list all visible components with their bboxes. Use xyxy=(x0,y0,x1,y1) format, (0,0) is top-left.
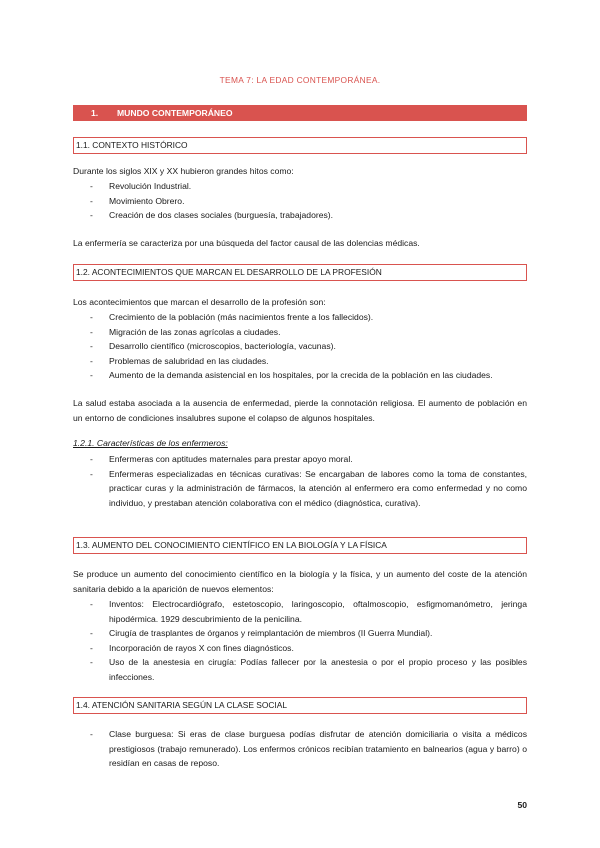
list-item xyxy=(73,354,527,369)
list-item xyxy=(73,325,527,340)
list-item xyxy=(73,626,527,641)
main-section-label: MUNDO CONTEMPORÁNEO xyxy=(117,108,233,118)
section-1-4-list xyxy=(73,727,527,771)
list-item-text: Uso de la anestesia en cirugía: Podías fallecer por la anestesia o por el propio proceso y las posibles infecciones. xyxy=(109,657,527,682)
dash-bullet: - xyxy=(90,326,93,337)
section-1-1-intro: Durante los siglos XIX y XX hubieron grandes hitos como: xyxy=(73,166,294,176)
list-item-text: Enfermeras especializadas en técnicas curativas: Se encargaban de labores como la toma de constantes, practicar curas y la administración de fármacos, la atención al enfermero era como enfermedad y no como individuo, y prestaban atención colaborativa con el médico (diagnóstica, curativa). xyxy=(109,468,527,508)
main-section-number: 1. xyxy=(91,108,99,118)
list-item-text: Crecimiento de la población (más nacimientos frente a los fallecidos). xyxy=(109,312,374,322)
list-item-text: Enfermeras con aptitudes maternales para prestar apoyo moral. xyxy=(109,454,353,464)
dash-bullet: - xyxy=(90,729,93,739)
dash-bullet: - xyxy=(90,454,93,464)
dash-bullet: - xyxy=(90,210,93,221)
section-1-3-heading: 1.3. AUMENTO DEL CONOCIMIENTO CIENTÍFICO EN LA BIOLOGÍA Y LA FÍSICA xyxy=(73,537,527,554)
list-item xyxy=(73,339,527,354)
list-item xyxy=(73,641,527,656)
list-item xyxy=(73,452,527,467)
document-title: TEMA 7: LA EDAD CONTEMPORÁNEA. xyxy=(219,75,381,85)
list-item xyxy=(73,208,527,223)
list-item-text: Desarrollo científico (microscopios, bacteriología, vacunas). xyxy=(109,341,336,352)
list-item-text: Cirugía de trasplantes de órganos y reimplantación de miembros (II Guerra Mundial). xyxy=(109,628,433,639)
list-item-text: Migración de las zonas agrícolas a ciudades. xyxy=(109,326,281,337)
list-item-text: Inventos: Electrocardiógrafo, estetoscopio, laringoscopio, oftalmoscopio, esfigmomanómetro, jeringa hipodérmica. 1929 descubrimiento de la penicilina. xyxy=(109,599,527,624)
subsection-1-2-1-heading: 1.2.1. Características de los enfermeros: xyxy=(73,438,228,448)
dash-bullet: - xyxy=(90,341,93,352)
list-item xyxy=(73,727,527,771)
list-item xyxy=(73,655,527,684)
main-section-heading xyxy=(73,105,527,121)
list-item-text: Incorporación de rayos X con fines diagnósticos. xyxy=(109,642,294,653)
dash-bullet: - xyxy=(90,468,93,479)
list-item xyxy=(73,179,527,194)
dash-bullet: - xyxy=(90,657,93,668)
section-1-2-paragraph: La salud estaba asociada a la ausencia de enfermedad, pierde la connotación religiosa. El aumento de población en un entorno de condiciones insalubres supone el colapso de algunos hospitales. xyxy=(73,398,527,423)
list-item xyxy=(73,310,527,325)
list-item xyxy=(73,368,527,383)
section-1-2-heading: 1.2. ACONTECIMIENTOS QUE MARCAN EL DESARROLLO DE LA PROFESIÓN xyxy=(73,264,527,281)
dash-bullet: - xyxy=(90,642,93,653)
list-item-text: Problemas de salubridad en las ciudades. xyxy=(109,355,269,366)
list-item-text: Clase burguesa: Si eras de clase burguesa podías disfrutar de atención domiciliaria o visita a médicos prestigiosos (trabajo remunerado). Los enfermos crónicos recibían tratamiento en balnearios (agua y barro) o residían en casas de reposo. xyxy=(109,729,527,769)
section-1-3-list xyxy=(73,597,527,685)
dash-bullet: - xyxy=(90,370,93,381)
section-1-1-closing: La enfermería se caracteriza por una búsqueda del factor causal de las dolencias médicas. xyxy=(73,238,420,248)
list-item xyxy=(73,597,527,626)
list-item xyxy=(73,467,527,511)
dash-bullet: - xyxy=(90,628,93,639)
section-1-2-list xyxy=(73,310,527,383)
dash-bullet: - xyxy=(90,181,93,191)
dash-bullet: - xyxy=(90,599,93,609)
dash-bullet: - xyxy=(90,355,93,366)
list-item-text: Revolución Industrial. xyxy=(109,181,192,191)
section-1-1-list xyxy=(73,179,527,223)
list-item xyxy=(73,194,527,209)
list-item-text: Movimiento Obrero. xyxy=(109,195,185,206)
dash-bullet: - xyxy=(90,312,93,322)
dash-bullet: - xyxy=(90,195,93,206)
page-number: 50 xyxy=(517,800,527,810)
section-1-2-intro: Los acontecimientos que marcan el desarrollo de la profesión son: xyxy=(73,297,326,307)
list-item-text: Creación de dos clases sociales (burguesía, trabajadores). xyxy=(109,210,334,221)
section-1-3-intro: Se produce un aumento del conocimiento científico en la biología y la física, y un aumento del coste de la atención sanitaria debido a la aparición de nuevos elementos: xyxy=(73,569,527,594)
section-1-4-heading: 1.4. ATENCIÓN SANITARIA SEGÚN LA CLASE SOCIAL xyxy=(73,697,527,714)
section-1-1-heading: 1.1. CONTEXTO HISTÓRICO xyxy=(73,137,527,154)
list-item-text: Aumento de la demanda asistencial en los hospitales, por la crecida de la población en las ciudades. xyxy=(109,370,493,381)
subsection-1-2-1-list xyxy=(73,452,527,510)
